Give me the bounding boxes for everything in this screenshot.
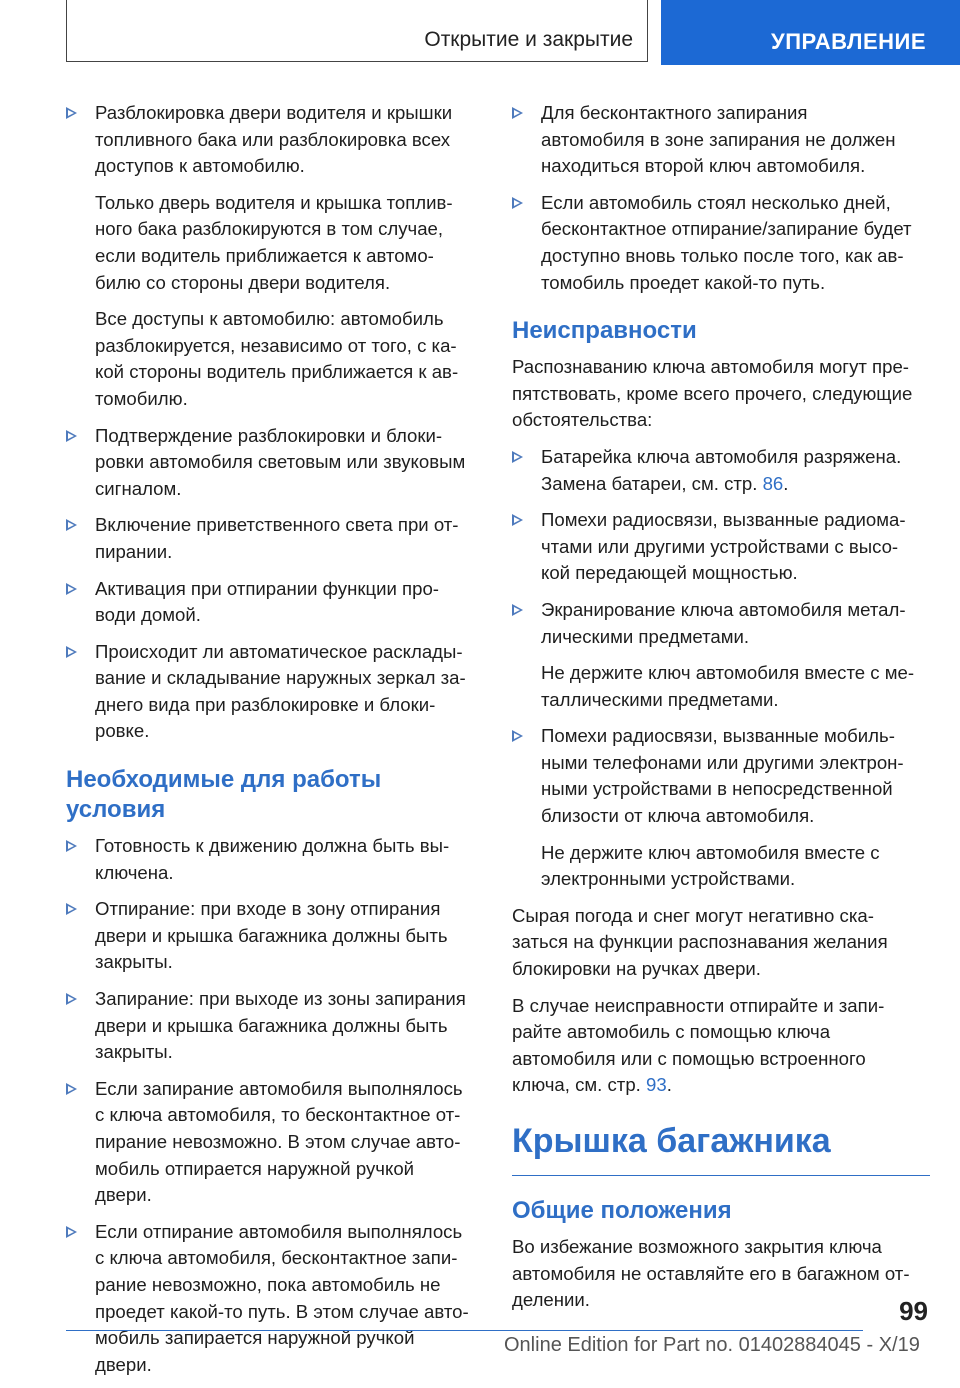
list-item: [512, 723, 930, 893]
header-section-box: [66, 0, 648, 62]
header-chapter-title: УПРАВЛЕНИЕ: [771, 29, 926, 54]
paragraph: Батарейка ключа автомобиля разряжена. Замена батареи, см. стр. 86.: [541, 445, 902, 494]
paragraph: Если отпирание автомобиля выполнялось с ключа автомобиля, бесконтактное запи- рание невозможно, пока автомобиль не проедет какой-то путь. В этом случае авто- мобиль запирается наружной ручкой двери.: [95, 1220, 469, 1375]
bullet-triangle-icon: [66, 1226, 77, 1238]
bullet-triangle-icon: [66, 903, 77, 915]
paragraph: Не держите ключ автомобиля вместе с ме- таллическими предметами.: [541, 662, 915, 710]
list-item: [66, 576, 478, 629]
paragraph: Не держите ключ автомобиля вместе с электронными устройствами.: [541, 841, 880, 890]
paragraph: В случае неисправности отпирайте и запи- райте автомобиль с помощью ключа автомобиля или с помощью встроенного ключа, см. стр. 93.: [512, 994, 885, 1096]
list-item: [66, 1076, 478, 1209]
paragraph: Во избежание возможного закрытия ключа автомобиля не оставляйте его в багажном от- делении.: [512, 1236, 910, 1311]
paragraph: Только дверь водителя и крышка топлив- ного бака разблокируются в том случае, если водитель приближается к автомо- билю со стороны двери водителя.: [95, 191, 453, 293]
paragraph: Подтверждение разблокировки и блоки- ровки автомобиля световым или звуковым сигналом.: [95, 424, 466, 499]
page-number: 99: [899, 1296, 928, 1326]
paragraph: Помехи радиосвязи, вызванные радиома- чтами или другими устройствами с высо- кой передающей мощностью.: [541, 509, 906, 584]
paragraph: Если автомобиль стоял несколько дней, бесконтактное отпирание/запирание будет доступно вновь только после того, как ав- томобиль проедет какой-то путь.: [541, 191, 912, 293]
paragraph: Помехи радиосвязи, вызванные мобиль- ными телефонами или другими электрон- ными устройствами в непосредственной близости от ключа автомобиля.: [541, 725, 904, 827]
section-heading-faults: Неисправности: [512, 317, 697, 345]
paragraph: Отпирание: при входе в зону отпирания двери и крышка багажника должны быть закрыты.: [95, 898, 448, 973]
bullet-triangle-icon: [512, 604, 523, 616]
bullet-triangle-icon: [66, 430, 77, 442]
paragraph: Включение приветственного света при от- пирании.: [95, 514, 459, 562]
right-column: [512, 100, 930, 1324]
bullet-triangle-icon: [512, 514, 523, 526]
bullet-triangle-icon: [512, 107, 523, 119]
list-item: [66, 986, 478, 1066]
list-item: [512, 597, 930, 713]
paragraph: Запирание: при выходе из зоны запирания двери и крышка багажника должны быть закрыты.: [95, 988, 466, 1063]
paragraph: Сырая погода и снег могут негативно ска- заться на функции распознавания желания блокировки на ручках двери.: [512, 904, 888, 980]
section-heading-general: Общие положения: [512, 1197, 732, 1224]
list-item: [512, 507, 930, 587]
bullet-triangle-icon: [512, 451, 523, 463]
bullet-triangle-icon: [66, 519, 77, 531]
bullet-triangle-icon: [66, 583, 77, 595]
paragraph: Экранирование ключа автомобиля метал- лическими предметами.: [541, 598, 906, 647]
page-link-93[interactable]: 93: [646, 1074, 667, 1096]
bullet-triangle-icon: [66, 107, 77, 119]
list-item: [66, 896, 478, 976]
list-item: [66, 833, 478, 886]
paragraph: Если запирание автомобиля выполнялось с ключа автомобиля, то бесконтактное от- пирание невозможно. В этом случае авто- мобиль отпирается наружной ручкой двери.: [95, 1077, 463, 1206]
list-item: [512, 444, 930, 497]
list-item: [512, 100, 930, 180]
list-item: [66, 100, 478, 413]
section-heading-conditions: Необходимые для работы условия: [66, 766, 382, 824]
paragraph: Все доступы к автомобилю: автомобиль разблокируется, независимо от того, с ка- кой стороны водитель приближается к ав- томобилю.: [95, 308, 459, 409]
list-item: [66, 423, 478, 503]
bullet-triangle-icon: [512, 197, 523, 209]
footer-rule: [66, 1330, 863, 1331]
paragraph: Для бесконтактного запирания автомобиля в зоне запирания не должен находиться второй ключ автомобиля.: [541, 102, 896, 177]
paragraph: Происходит ли автоматическое расклады- вание и складывание наружных зеркал за- днего вида при разблокировке и блоки- ровке.: [95, 640, 466, 742]
left-column: [66, 100, 478, 1388]
header-section-title: Открытие и закрытие: [424, 28, 633, 51]
list-item: [66, 639, 478, 745]
paragraph: Готовность к движению должна быть вы- ключена.: [95, 835, 450, 883]
paragraph: Активация при отпирании функции про- води домой.: [95, 577, 440, 626]
bullet-triangle-icon: [66, 1083, 77, 1095]
page-link-86[interactable]: 86: [762, 472, 784, 494]
bullet-triangle-icon: [66, 646, 77, 658]
header-chapter-tab[interactable]: [661, 0, 960, 65]
paragraph: Разблокировка двери водителя и крышки топливного бака или разблокировка всех доступов к автомобилю.: [95, 102, 453, 177]
list-item: [66, 512, 478, 565]
bullet-triangle-icon: [66, 993, 77, 1005]
footer-edition: Online Edition for Part no. 01402884045 - X/19: [504, 1334, 920, 1356]
bullet-triangle-icon: [66, 840, 77, 852]
bullet-triangle-icon: [512, 730, 523, 742]
chapter-heading-trunk: Крышка багажника: [512, 1119, 930, 1176]
list-item: [512, 190, 930, 296]
list-item: [66, 1219, 478, 1379]
paragraph: Распознаванию ключа автомобиля могут пре- пятствовать, кроме всего прочего, следующие обстоятельства:: [512, 356, 913, 431]
